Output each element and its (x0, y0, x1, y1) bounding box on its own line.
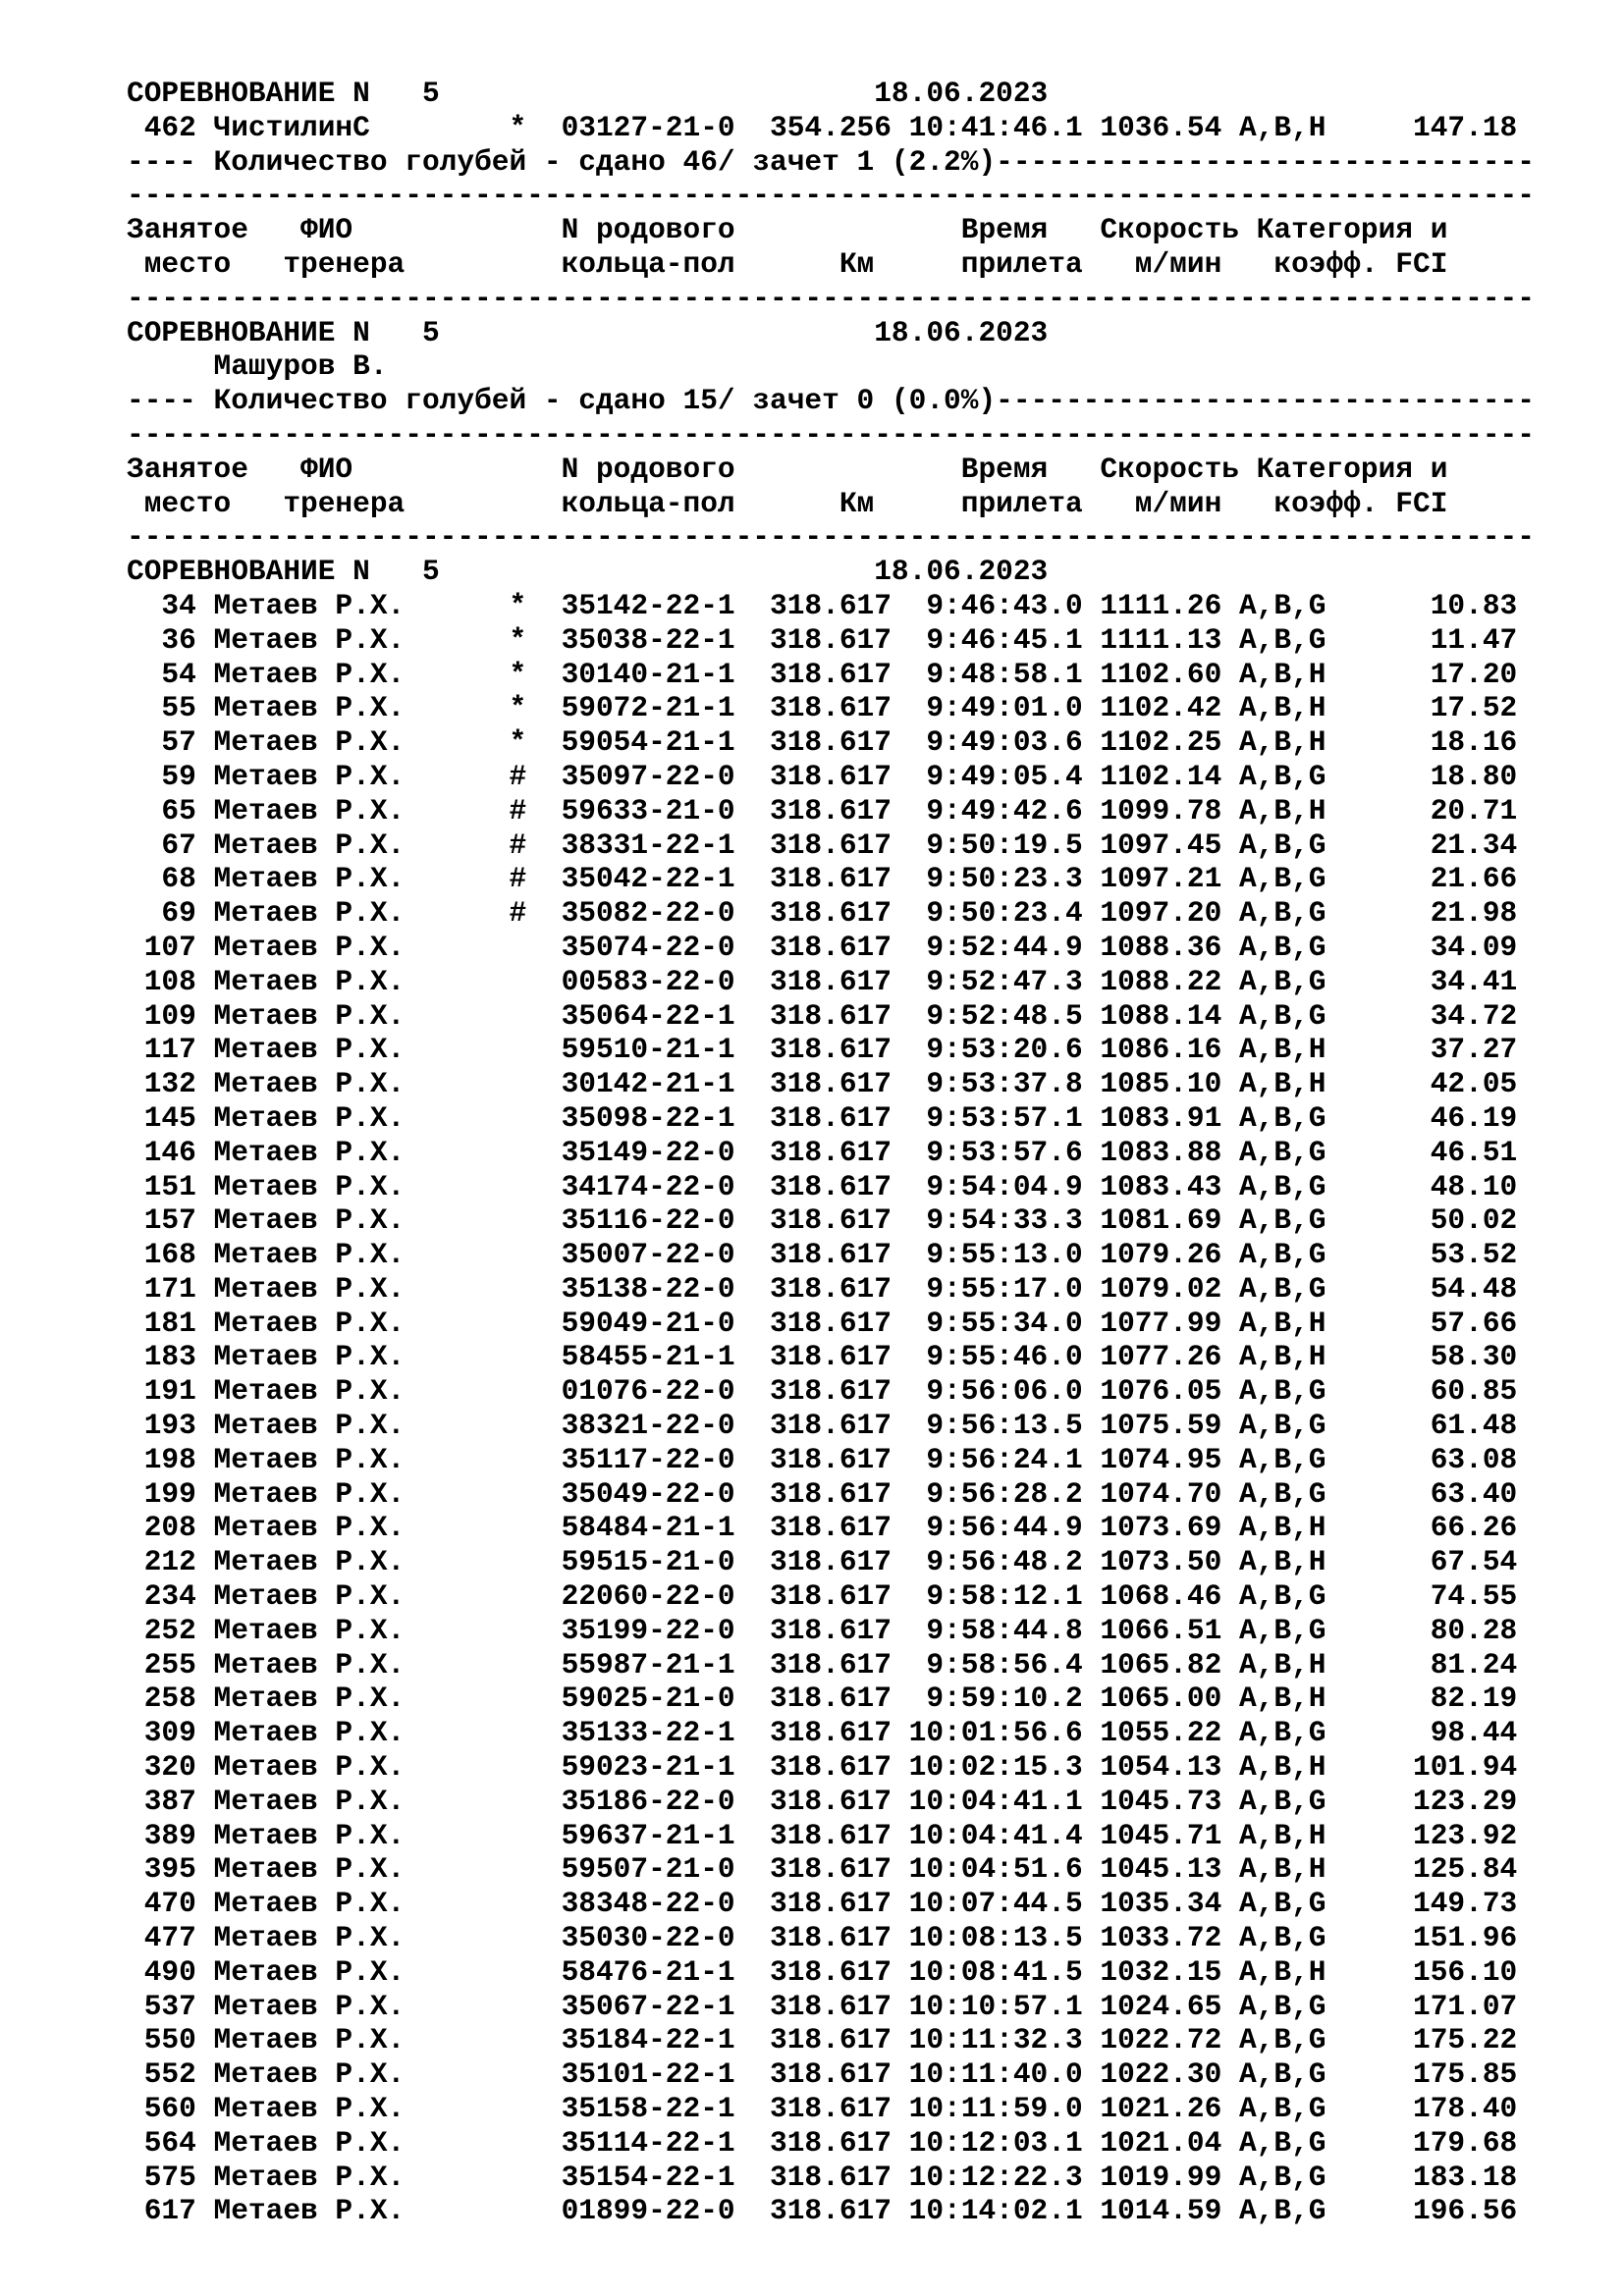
result-row: 462 ЧистилинС * 03127-21-0 354.256 10:41:46.1 1036.54 A,B,H 147.18 (127, 110, 1518, 144)
result-row: 145 Метаев Р.Х. 35098-22-1 318.617 9:53:57.1 1083.91 A,B,G 46.19 (127, 1100, 1518, 1135)
result-row: 575 Метаев Р.Х. 35154-22-1 318.617 10:12:22.3 1019.99 A,B,G 183.18 (127, 2160, 1518, 2194)
result-row: 309 Метаев Р.Х. 35133-22-1 318.617 10:01:56.6 1055.22 A,B,G 98.44 (127, 1716, 1518, 1750)
result-row: 191 Метаев Р.Х. 01076-22-0 318.617 9:56:06.0 1076.05 A,B,G 60.85 (127, 1374, 1518, 1409)
result-row: 108 Метаев Р.Х. 00583-22-0 318.617 9:52:47.3 1088.22 A,B,G 34.41 (127, 964, 1518, 998)
result-row: 387 Метаев Р.Х. 35186-22-0 318.617 10:04:41.1 1045.73 A,B,G 123.29 (127, 1784, 1518, 1818)
result-row: 255 Метаев Р.Х. 55987-21-1 318.617 9:58:56.4 1065.82 A,B,H 81.24 (127, 1647, 1518, 1682)
result-row: 54 Метаев Р.Х. * 30140-21-1 318.617 9:48:58.1 1102.60 A,B,H 17.20 (127, 657, 1518, 691)
result-row: 55 Метаев Р.Х. * 59072-21-1 318.617 9:49:01.0 1102.42 A,B,H 17.52 (127, 691, 1518, 725)
result-row: 117 Метаев Р.Х. 59510-21-1 318.617 9:53:20.6 1086.16 A,B,H 37.27 (127, 1033, 1518, 1067)
result-row: 65 Метаев Р.Х. # 59633-21-0 318.617 9:49:42.6 1099.78 A,B,H 20.71 (127, 793, 1518, 828)
result-row: 490 Метаев Р.Х. 58476-21-1 318.617 10:08:41.5 1032.15 A,B,H 156.10 (127, 1954, 1518, 1989)
result-row: 199 Метаев Р.Х. 35049-22-0 318.617 9:56:28.2 1074.70 A,B,G 63.40 (127, 1476, 1518, 1511)
separator-line: --------------------------------------------------------------------------------- (127, 417, 1535, 452)
trainer-name: Машуров В. (127, 349, 388, 384)
result-row: 320 Метаев Р.Х. 59023-21-1 318.617 10:02:15.3 1054.13 A,B,H 101.94 (127, 1750, 1518, 1785)
result-row: 234 Метаев Р.Х. 22060-22-0 318.617 9:58:12.1 1068.46 A,B,G 74.55 (127, 1579, 1518, 1614)
result-row: 181 Метаев Р.Х. 59049-21-0 318.617 9:55:34.0 1077.99 A,B,H 57.66 (127, 1306, 1518, 1340)
result-row: 69 Метаев Р.Х. # 35082-22-0 318.617 9:50:23.4 1097.20 A,B,G 21.98 (127, 896, 1518, 931)
pigeon-count-summary: ---- Количество голубей - сдано 46/ зачет 1 (2.2%)------------------------------- (127, 144, 1535, 179)
result-row: 252 Метаев Р.Х. 35199-22-0 318.617 9:58:44.8 1066.51 A,B,G 80.28 (127, 1613, 1518, 1647)
table-header-line-2: место тренера кольца-пол Км прилета м/мин коэфф. FCI (127, 246, 1448, 281)
separator-line: --------------------------------------------------------------------------------- (127, 179, 1535, 213)
table-header-line-2: место тренера кольца-пол Км прилета м/мин коэфф. FCI (127, 486, 1448, 520)
result-row: 57 Метаев Р.Х. * 59054-21-1 318.617 9:49:03.6 1102.25 A,B,H 18.16 (127, 725, 1518, 760)
result-row: 183 Метаев Р.Х. 58455-21-1 318.617 9:55:46.0 1077.26 A,B,H 58.30 (127, 1340, 1518, 1374)
result-row: 395 Метаев Р.Х. 59507-21-0 318.617 10:04:51.6 1045.13 A,B,H 125.84 (127, 1852, 1518, 1887)
result-row: 198 Метаев Р.Х. 35117-22-0 318.617 9:56:24.1 1074.95 A,B,G 63.08 (127, 1442, 1518, 1476)
competition-header: СОРЕВНОВАНИЕ N 5 18.06.2023 (127, 555, 1049, 589)
result-row: 208 Метаев Р.Х. 58484-21-1 318.617 9:56:44.9 1073.69 A,B,H 66.26 (127, 1511, 1518, 1545)
result-row: 552 Метаев Р.Х. 35101-22-1 318.617 10:11:40.0 1022.30 A,B,G 175.85 (127, 2057, 1518, 2092)
result-row: 193 Метаев Р.Х. 38321-22-0 318.617 9:56:13.5 1075.59 A,B,G 61.48 (127, 1409, 1518, 1443)
result-row: 67 Метаев Р.Х. # 38331-22-1 318.617 9:50:19.5 1097.45 A,B,G 21.34 (127, 828, 1518, 862)
result-row: 146 Метаев Р.Х. 35149-22-0 318.617 9:53:57.6 1083.88 A,B,G 46.51 (127, 1135, 1518, 1169)
result-row: 36 Метаев Р.Х. * 35038-22-1 318.617 9:46:45.1 1111.13 A,B,G 11.47 (127, 622, 1518, 657)
result-row: 151 Метаев Р.Х. 34174-22-0 318.617 9:54:04.9 1083.43 A,B,G 48.10 (127, 1169, 1518, 1203)
result-row: 389 Метаев Р.Х. 59637-21-1 318.617 10:04:41.4 1045.71 A,B,H 123.92 (127, 1818, 1518, 1852)
result-row: 550 Метаев Р.Х. 35184-22-1 318.617 10:11:32.3 1022.72 A,B,G 175.22 (127, 2023, 1518, 2057)
result-row: 258 Метаев Р.Х. 59025-21-0 318.617 9:59:10.2 1065.00 A,B,H 82.19 (127, 1682, 1518, 1716)
result-row: 107 Метаев Р.Х. 35074-22-0 318.617 9:52:44.9 1088.36 A,B,G 34.09 (127, 930, 1518, 964)
pigeon-count-summary: ---- Количество голубей - сдано 15/ зачет 0 (0.0%)------------------------------- (127, 384, 1535, 418)
result-row: 109 Метаев Р.Х. 35064-22-1 318.617 9:52:48.5 1088.14 A,B,G 34.72 (127, 998, 1518, 1033)
result-row: 68 Метаев Р.Х. # 35042-22-1 318.617 9:50:23.3 1097.21 A,B,G 21.66 (127, 862, 1518, 896)
result-row: 564 Метаев Р.Х. 35114-22-1 318.617 10:12:03.1 1021.04 A,B,G 179.68 (127, 2125, 1518, 2160)
separator-line: --------------------------------------------------------------------------------- (127, 520, 1535, 555)
table-header-line-1: Занятое ФИО N родового Время Скорость Категория и (127, 452, 1448, 486)
result-row: 560 Метаев Р.Х. 35158-22-1 318.617 10:11:59.0 1021.26 A,B,G 178.40 (127, 2092, 1518, 2126)
result-row: 168 Метаев Р.Х. 35007-22-0 318.617 9:55:13.0 1079.26 A,B,G 53.52 (127, 1238, 1518, 1272)
result-row: 212 Метаев Р.Х. 59515-21-0 318.617 9:56:48.2 1073.50 A,B,H 67.54 (127, 1545, 1518, 1579)
result-row: 157 Метаев Р.Х. 35116-22-0 318.617 9:54:33.3 1081.69 A,B,G 50.02 (127, 1203, 1518, 1238)
result-row: 59 Метаев Р.Х. # 35097-22-0 318.617 9:49:05.4 1102.14 A,B,G 18.80 (127, 759, 1518, 793)
result-row: 171 Метаев Р.Х. 35138-22-0 318.617 9:55:17.0 1079.02 A,B,G 54.48 (127, 1271, 1518, 1306)
results-document (127, 77, 1599, 2228)
result-row: 617 Метаев Р.Х. 01899-22-0 318.617 10:14:02.1 1014.59 A,B,G 196.56 (127, 2194, 1518, 2228)
result-row: 34 Метаев Р.Х. * 35142-22-1 318.617 9:46:43.0 1111.26 A,B,G 10.83 (127, 588, 1518, 622)
results-table (127, 589, 1599, 2228)
result-row: 470 Метаев Р.Х. 38348-22-0 318.617 10:07:44.5 1035.34 A,B,G 149.73 (127, 1887, 1518, 1921)
result-row: 132 Метаев Р.Х. 30142-21-1 318.617 9:53:37.8 1085.10 A,B,H 42.05 (127, 1067, 1518, 1101)
competition-header: СОРЕВНОВАНИЕ N 5 18.06.2023 (127, 77, 1049, 110)
result-row: 477 Метаев Р.Х. 35030-22-0 318.617 10:08:13.5 1033.72 A,B,G 151.96 (127, 1921, 1518, 1955)
table-header-line-1: Занятое ФИО N родового Время Скорость Категория и (127, 213, 1448, 247)
separator-line: --------------------------------------------------------------------------------- (127, 281, 1535, 315)
competition-header: СОРЕВНОВАНИЕ N 5 18.06.2023 (127, 315, 1049, 349)
result-row: 537 Метаев Р.Х. 35067-22-1 318.617 10:10:57.1 1024.65 A,B,G 171.07 (127, 1989, 1518, 2023)
